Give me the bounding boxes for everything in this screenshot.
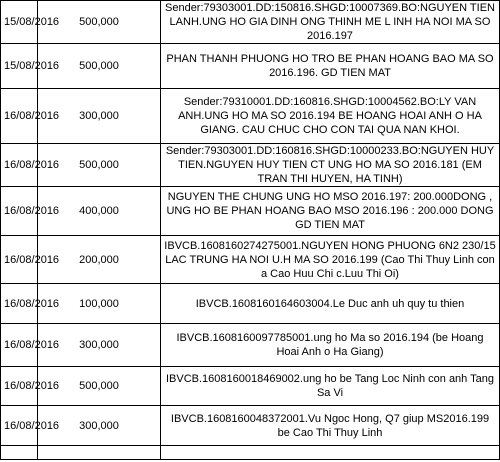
table-row — [1, 236, 500, 284]
date-cell: 16/08/2016 — [1, 284, 38, 324]
table-row — [1, 284, 500, 324]
date-cell: 16/08/2016 — [1, 324, 38, 367]
amount-cell: 300,000 — [38, 324, 161, 367]
table-row — [1, 324, 500, 367]
amount-cell: 100,000 — [38, 284, 161, 324]
amount-cell: 500,000 — [38, 44, 161, 89]
date-cell: 15/08/2016 — [1, 44, 38, 89]
description-cell: IBVCB.1608160097785001.ung ho Ma so 2016.194 (be Hoang Hoai Anh o Ha Giang) — [161, 324, 500, 367]
amount-cell: 500,000 — [38, 1, 161, 44]
table-row — [1, 406, 500, 446]
amount-cell: 300,000 — [38, 406, 161, 446]
table-row — [1, 367, 500, 406]
date-cell: 16/08/2016 — [1, 236, 38, 284]
amount-cell: 400,000 — [38, 187, 161, 236]
date-cell: 16/08/2016 — [1, 406, 38, 446]
description-cell — [161, 446, 500, 460]
date-cell: 16/08/2016 — [1, 367, 38, 406]
date-cell: 15/08/2016 — [1, 1, 38, 44]
description-cell: Sender:79303001.DD:150816.SHGD:10007369.BO:NGUYEN TIEN LANH.UNG HO GIA DINH ONG THINH ME L INH HA NOI MA SO 2016.197 — [161, 1, 500, 44]
table-row — [1, 1, 500, 44]
date-cell: 16/08/2016 — [1, 144, 38, 187]
amount-cell — [38, 446, 161, 460]
description-cell: PHAN THANH PHUONG HO TRO BE PHAN HOANG BAO MA SO 2016.196. GD TIEN MAT — [161, 44, 500, 89]
description-cell: IBVCB.1608160048372001.Vu Ngoc Hong, Q7 giup MS2016.199 be Cao Thi Thuy Linh — [161, 406, 500, 446]
table-row — [1, 187, 500, 236]
table-row — [1, 89, 500, 144]
table-row — [1, 144, 500, 187]
amount-cell: 500,000 — [38, 367, 161, 406]
date-cell — [1, 446, 38, 460]
amount-cell: 500,000 — [38, 144, 161, 187]
description-cell: IBVCB.1608160274275001.NGUYEN HONG PHUONG 6N2 230/15 LAC TRUNG HA NOI U.H MA SO 2016.199 (Cao Thi Thuy Linh con a Cao Huu Chi c.Luu Thi Oi) — [161, 236, 500, 284]
amount-cell: 200,000 — [38, 236, 161, 284]
description-cell: IBVCB.1608160018469002.ung ho be Tang Loc Ninh con anh Tang Sa Vi — [161, 367, 500, 406]
description-cell: NGUYEN THE CHUNG UNG HO MSO 2016.197: 200.000DONG , UNG HO BE PHAN HOANG BAO MSO 2016.196 : 200.000 DONG GD TIEN MAT — [161, 187, 500, 236]
date-cell: 16/08/2016 — [1, 89, 38, 144]
date-cell: 16/08/2016 — [1, 187, 38, 236]
amount-cell: 300,000 — [38, 89, 161, 144]
description-cell: Sender:79303001.DD:160816.SHGD:10000233.BO:NGUYEN HUY TIEN.NGUYEN HUY TIEN CT UNG HO MA SO 2016.181 (EM TRAN THI HUYEN, HA TINH) — [161, 144, 500, 187]
description-cell: IBVCB.1608160164603004.Le Duc anh uh quy tu thien — [161, 284, 500, 324]
description-cell: Sender:79310001.DD:160816.SHGD:10004562.BO:LY VAN ANH.UNG HO MA SO 2016.194 BE HOANG HOAI ANH O HA GIANG. CAU CHUC CHO CON TAI QUA NAN KHOI. — [161, 89, 500, 144]
table-row — [1, 446, 500, 460]
table-row — [1, 44, 500, 89]
